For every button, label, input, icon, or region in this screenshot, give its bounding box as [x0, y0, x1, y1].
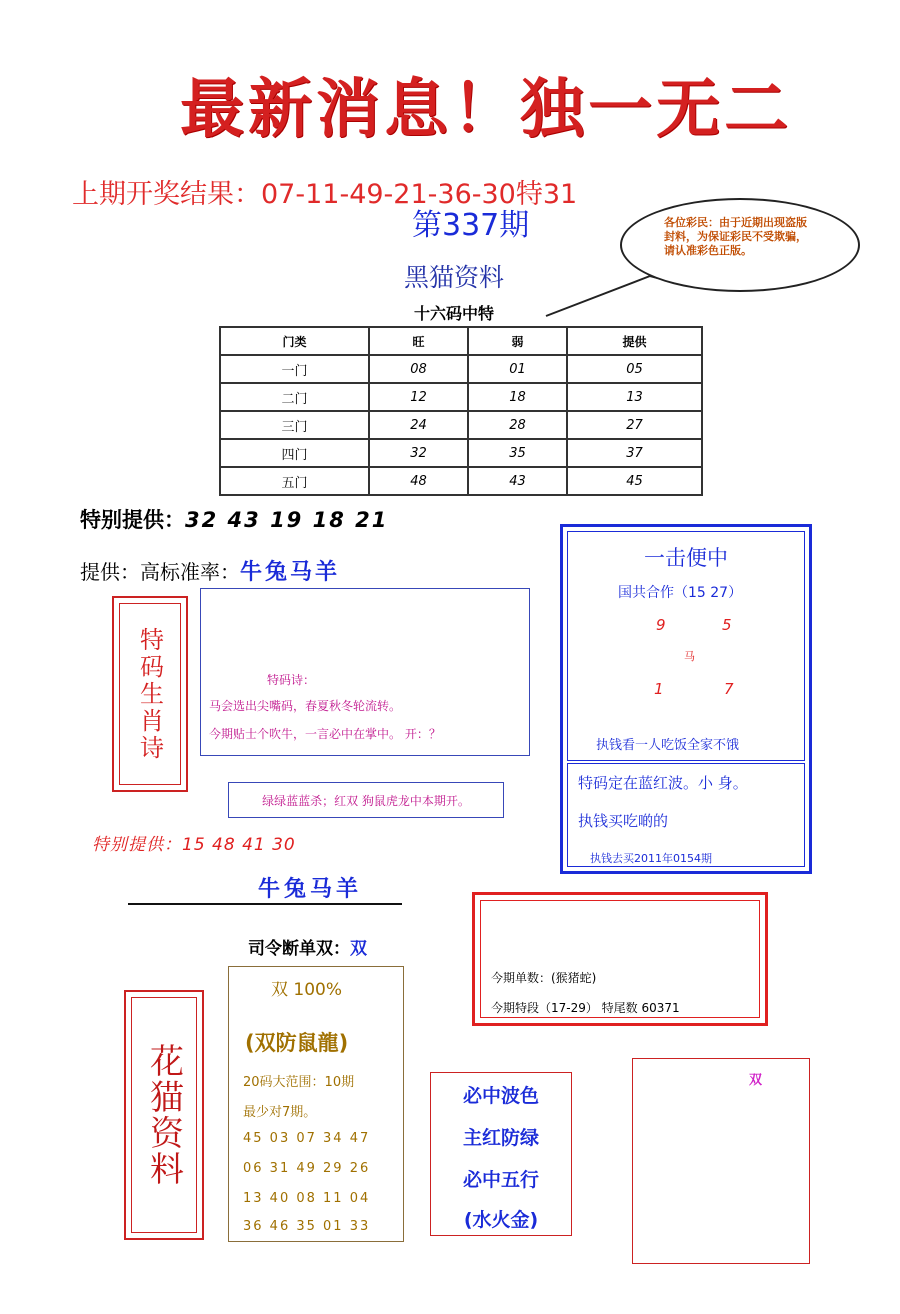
- column-header: 提供: [567, 327, 702, 355]
- table-cell: 18: [468, 383, 567, 411]
- siling-label: 司令断单双：: [248, 939, 350, 959]
- gold-number-row: 36 46 35 01 33: [243, 1219, 371, 1234]
- huamao-vertical-box: [124, 990, 204, 1240]
- pink-box: [632, 1058, 810, 1264]
- notice-text: 各位彩民：由于近期出现盗版封料，为保证彩民不受欺骗，请认准彩色正版。: [664, 216, 807, 257]
- table-cell: 五门: [220, 467, 369, 495]
- last-draw-result: 上期开奖结果：07-11-49-21-36-30特31: [72, 179, 578, 210]
- wave-line: (水火金): [463, 1209, 539, 1231]
- table-row: [220, 467, 702, 495]
- special-provide: [80, 504, 388, 534]
- yiji-slogan: 执钱看一人吃饭全家不饿: [596, 738, 740, 753]
- gold-shuang: 双 100%: [271, 980, 343, 1000]
- siling-line: [248, 934, 367, 959]
- issue-number: 第337期: [412, 208, 530, 243]
- yiji-coop: 国共合作（15 27）: [618, 585, 743, 601]
- divider: [128, 903, 402, 905]
- page-title: 最新消息！独一无二: [180, 72, 792, 147]
- table-cell: 48: [369, 467, 468, 495]
- table-row: [220, 411, 702, 439]
- table-cell: 05: [567, 355, 702, 383]
- heimao-title: 黑猫资料: [404, 263, 505, 292]
- gold-box: [228, 966, 404, 1242]
- gold-range: 20码大范围：10期: [243, 1075, 355, 1090]
- column-header: 弱: [468, 327, 567, 355]
- yiji-horse: 马: [684, 650, 695, 663]
- yiji-title: 一击便中: [644, 546, 728, 570]
- gold-number-row: 13 40 08 11 04: [243, 1191, 371, 1206]
- table-cell: 24: [369, 411, 468, 439]
- siling-value: 双: [350, 939, 367, 959]
- table-cell: 三门: [220, 411, 369, 439]
- red-frame-inner: [480, 900, 760, 1018]
- table-cell: 01: [468, 355, 567, 383]
- gold-number-row: 45 03 07 34 47: [243, 1131, 371, 1146]
- table-row: [220, 355, 702, 383]
- table-cell: 28: [468, 411, 567, 439]
- wave-line: 必中五行: [462, 1169, 539, 1191]
- accuracy-line: [80, 555, 340, 586]
- column-header: 门类: [220, 327, 369, 355]
- huamao-vertical-title: 花猫资料: [131, 997, 197, 1233]
- red-frame-line-2: 今期特段（17-29） 特尾数 60371: [491, 1001, 680, 1015]
- pink-box-value: 双: [749, 1073, 763, 1088]
- poem-line-1: 马会选出尖嘴码，春夏秋冬轮流转。: [209, 699, 402, 713]
- gold-prevent: (双防鼠龍): [245, 1031, 349, 1055]
- table-cell: 二门: [220, 383, 369, 411]
- yiji-line-2: 执钱买吃啲的: [578, 812, 669, 830]
- table-row: [220, 383, 702, 411]
- poem-vertical-title: 特码生肖诗: [119, 603, 181, 785]
- table-cell: 四门: [220, 439, 369, 467]
- table-cell: 32: [369, 439, 468, 467]
- table-cell: 35: [468, 439, 567, 467]
- table-row: [220, 439, 702, 467]
- table-cell: 一门: [220, 355, 369, 383]
- red-frame-box: [472, 892, 768, 1026]
- yiji-number-bottom-right: 7: [724, 680, 734, 698]
- accuracy-animals: 牛兔马羊: [240, 560, 341, 585]
- special-provide-numbers: 32 43 19 18 21: [185, 508, 389, 532]
- red-frame-line-1: 今期单数：(猴猪蛇): [491, 971, 597, 985]
- wave-line: 必中波色: [462, 1085, 539, 1107]
- column-header: 旺: [369, 327, 468, 355]
- yiji-number-bottom-left: 1: [654, 680, 664, 698]
- yiji-top-panel: [567, 531, 805, 761]
- yiji-line-3: 执钱去买2011年0154期: [590, 852, 712, 865]
- yiji-number-top-right: 5: [722, 616, 732, 634]
- yiji-line-1: 特码定在蓝红波。小 身。: [578, 774, 748, 792]
- table-cell: 27: [567, 411, 702, 439]
- wave-line: 主红防绿: [462, 1127, 539, 1149]
- poem-vertical-box: [112, 596, 188, 792]
- yiji-bottom-panel: [567, 763, 805, 867]
- wave-color-box: [430, 1072, 572, 1236]
- table-cell: 12: [369, 383, 468, 411]
- code-table: [219, 326, 703, 496]
- gold-number-row: 06 31 49 29 26: [243, 1161, 371, 1176]
- table-header-row: [220, 327, 702, 355]
- table-cell: 37: [567, 439, 702, 467]
- yiji-box: [560, 524, 812, 874]
- color-note-box: 绿绿蓝蓝杀；红双 狗鼠虎龙中本期开。: [228, 782, 504, 818]
- poem-heading: 特码诗：: [267, 673, 316, 687]
- table-cell: 45: [567, 467, 702, 495]
- table-cell: 13: [567, 383, 702, 411]
- notice-bubble: [620, 198, 860, 292]
- accuracy-label: 提供：高标准率：: [80, 560, 240, 584]
- table-cell: 08: [369, 355, 468, 383]
- table-cell: 43: [468, 467, 567, 495]
- heimao-subtitle: 十六码中特: [414, 304, 495, 323]
- special-provide-label: 特别提供：: [80, 508, 185, 532]
- poem-line-2: 今期贴士个吹牛，一言必中在掌中。 开：？: [209, 727, 441, 741]
- zodiac-heading: 牛兔马羊: [258, 877, 363, 902]
- special-provide-2: 特别提供：15 48 41 30: [92, 835, 296, 855]
- poem-box: [200, 588, 530, 756]
- yiji-number-top-left: 9: [656, 616, 666, 634]
- gold-least: 最少对7期。: [243, 1105, 317, 1120]
